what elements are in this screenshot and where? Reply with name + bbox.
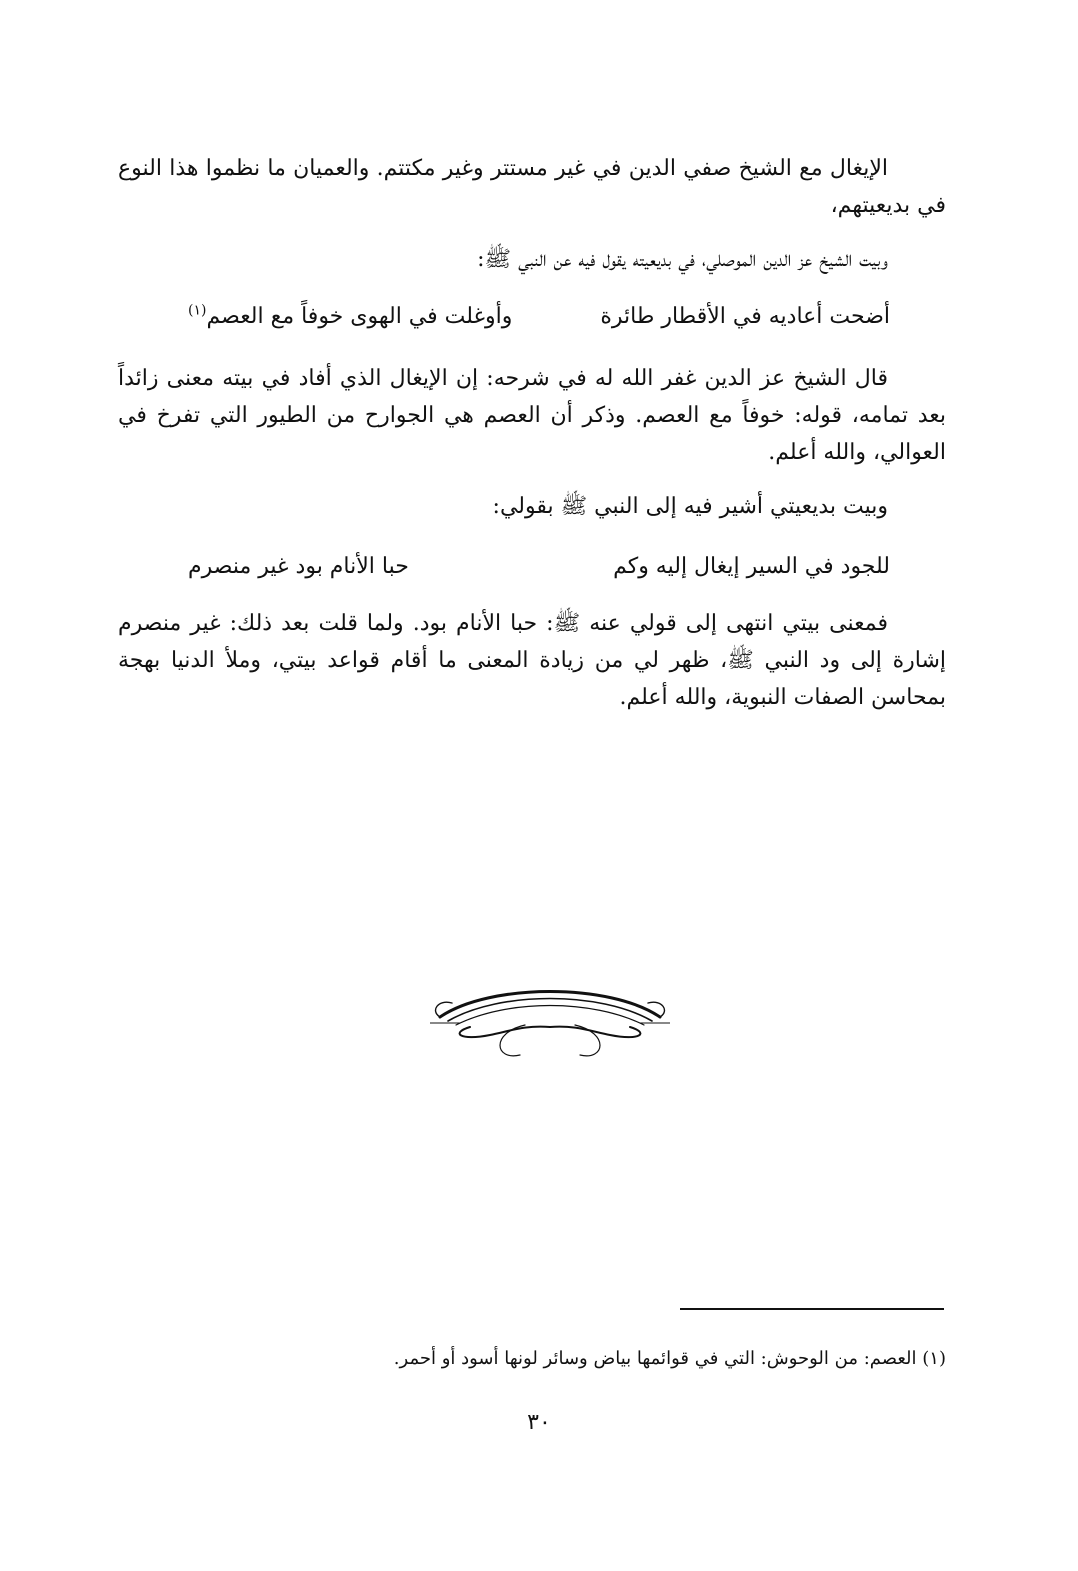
paragraph-2: وبيت الشيخ عز الدين الموصلي، في بديعيته يقول فيه عن النبي ﷺ: <box>477 247 888 272</box>
footnote-marker: (١) <box>922 1348 946 1369</box>
footnote-separator <box>680 1308 944 1310</box>
verse-1-second-text: وأوغلت في الهوى خوفاً مع العصم <box>206 304 513 329</box>
paragraph-5: وبيت بديعيتي أشير فيه إلى النبي ﷺ بقولي: <box>492 494 888 519</box>
paragraph-commentary <box>118 360 946 525</box>
verse-1-second-hemistich <box>188 302 512 332</box>
page-number: ٣٠ <box>527 1410 551 1435</box>
verse-2-first-hemistich: للجود في السير إيغال إليه وكم <box>613 554 890 579</box>
verse-2-second-hemistich: حبا الأنام بود غير منصرم <box>188 554 409 579</box>
footnote-reference: (١) <box>188 302 207 319</box>
paragraph-conclusion <box>118 605 946 716</box>
paragraph-1: الإيغال مع الشيخ صفي الدين في غير مستتر وغير مكتتم. والعميان ما نظموا هذا النوع في بديعيتهم، <box>118 156 946 218</box>
verse-1-first-hemistich: أضحت أعاديه في الأقطار طائرة <box>600 304 890 329</box>
footnote <box>300 1345 946 1373</box>
paragraph-4: قال الشيخ عز الدين غفر الله له في شرحه: إن الإيغال الذي أفاد في بيته معنى زائداً بعد تمامه، قوله: خوفاً مع العصم. وذكر أن العصم هي الجوارح من الطيور التي تفرخ في العوالي، والله أعلم. <box>118 366 946 465</box>
paragraph-intro <box>118 150 946 278</box>
ornament-flourish <box>430 975 670 1065</box>
paragraph-7: فمعنى بيتي انتهى إلى قولي عنه ﷺ: حبا الأنام بود. ولما قلت بعد ذلك: غير منصرم إشارة إلى ود النبي ﷺ، ظهر لي من زيادة المعنى ما أقام قواعد بيتي، وملأ الدنيا بهجة بمحاسن الصفات النبوية، والله أعلم. <box>118 611 946 710</box>
verse-2 <box>180 552 890 582</box>
verse-1 <box>180 302 890 332</box>
footnote-text: العصم: من الوحوش: التي في قوائمها بياض وسائر لونها أسود أو أحمر. <box>393 1348 917 1369</box>
